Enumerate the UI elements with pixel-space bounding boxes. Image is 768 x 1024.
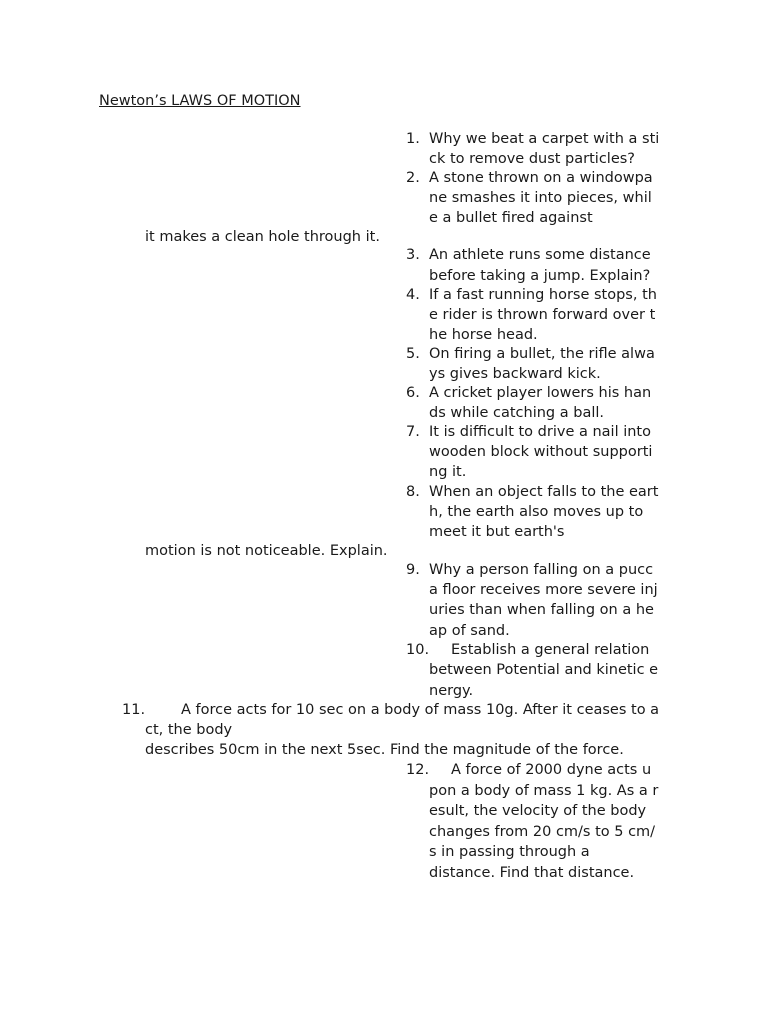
question-number: 11. xyxy=(122,702,146,718)
question-text-line: before taking a jump. Explain? xyxy=(429,268,651,284)
question-text-line: he horse head. xyxy=(429,327,538,343)
question-text-line: between Potential and kinetic e xyxy=(429,662,659,678)
question-text-line: h, the earth also moves up to xyxy=(429,504,644,520)
question-number: 3. xyxy=(406,247,420,263)
question-text-line: A force acts for 10 sec on a body of mass 10g. After it ceases to a xyxy=(181,702,660,718)
question-text-line: A force of 2000 dyne acts u xyxy=(451,762,652,778)
question-text-line: ck to remove dust particles? xyxy=(429,151,635,167)
question-text-line: wooden block without supporti xyxy=(429,444,653,460)
question-number: 9. xyxy=(406,562,420,578)
question-text-line: meet it but earth's xyxy=(429,524,565,540)
question-text-line: ap of sand. xyxy=(429,623,510,639)
question-text-line: e rider is thrown forward over t xyxy=(429,307,656,323)
question-text-line: changes from 20 cm/s to 5 cm/ xyxy=(429,824,656,840)
question-number: 7. xyxy=(406,424,420,440)
question-text-line: s in passing through a xyxy=(429,844,590,860)
question-text-line: ct, the body xyxy=(145,722,233,738)
question-text-line: esult, the velocity of the body xyxy=(429,803,647,819)
question-text-line: Why a person falling on a pucc xyxy=(429,562,654,578)
question-text-line: ys gives backward kick. xyxy=(429,366,601,382)
question-text-line: pon a body of mass 1 kg. As a r xyxy=(429,783,659,799)
question-number: 4. xyxy=(406,287,420,303)
question-continuation: it makes a clean hole through it. xyxy=(145,229,380,245)
question-number: 2. xyxy=(406,170,420,186)
question-continuation: motion is not noticeable. Explain. xyxy=(145,543,388,559)
question-text-line: On firing a bullet, the rifle alwa xyxy=(429,346,655,362)
question-text-line: It is difficult to drive a nail into xyxy=(429,424,651,440)
question-text-line: A cricket player lowers his han xyxy=(429,385,652,401)
question-text-line: Establish a general relation xyxy=(451,642,650,658)
question-text-line: A stone thrown on a windowpa xyxy=(429,170,653,186)
question-number: 8. xyxy=(406,484,420,500)
question-text-line: ne smashes it into pieces, whil xyxy=(429,190,652,206)
question-text-line: ds while catching a ball. xyxy=(429,405,604,421)
question-text-line: a floor receives more severe inj xyxy=(429,582,658,598)
question-text-line: An athlete runs some distance xyxy=(429,247,651,263)
question-text-line: When an object falls to the eart xyxy=(429,484,659,500)
question-text-line: If a fast running horse stops, th xyxy=(429,287,657,303)
question-number: 10. xyxy=(406,642,430,658)
document-title: Newton’s LAWS OF MOTION xyxy=(99,93,301,109)
question-text-line: Why we beat a carpet with a sti xyxy=(429,131,660,147)
question-number: 6. xyxy=(406,385,420,401)
question-number: 12. xyxy=(406,762,430,778)
question-text-line: distance. Find that distance. xyxy=(429,865,635,881)
question-text-line: e a bullet fired against xyxy=(429,210,593,226)
question-text-line: nergy. xyxy=(429,683,474,699)
question-number: 5. xyxy=(406,346,420,362)
question-text-line: uries than when falling on a he xyxy=(429,602,654,618)
question-number: 1. xyxy=(406,131,420,147)
question-text-line: ng it. xyxy=(429,464,467,480)
question-text-line: describes 50cm in the next 5sec. Find the magnitude of the force. xyxy=(145,742,624,758)
